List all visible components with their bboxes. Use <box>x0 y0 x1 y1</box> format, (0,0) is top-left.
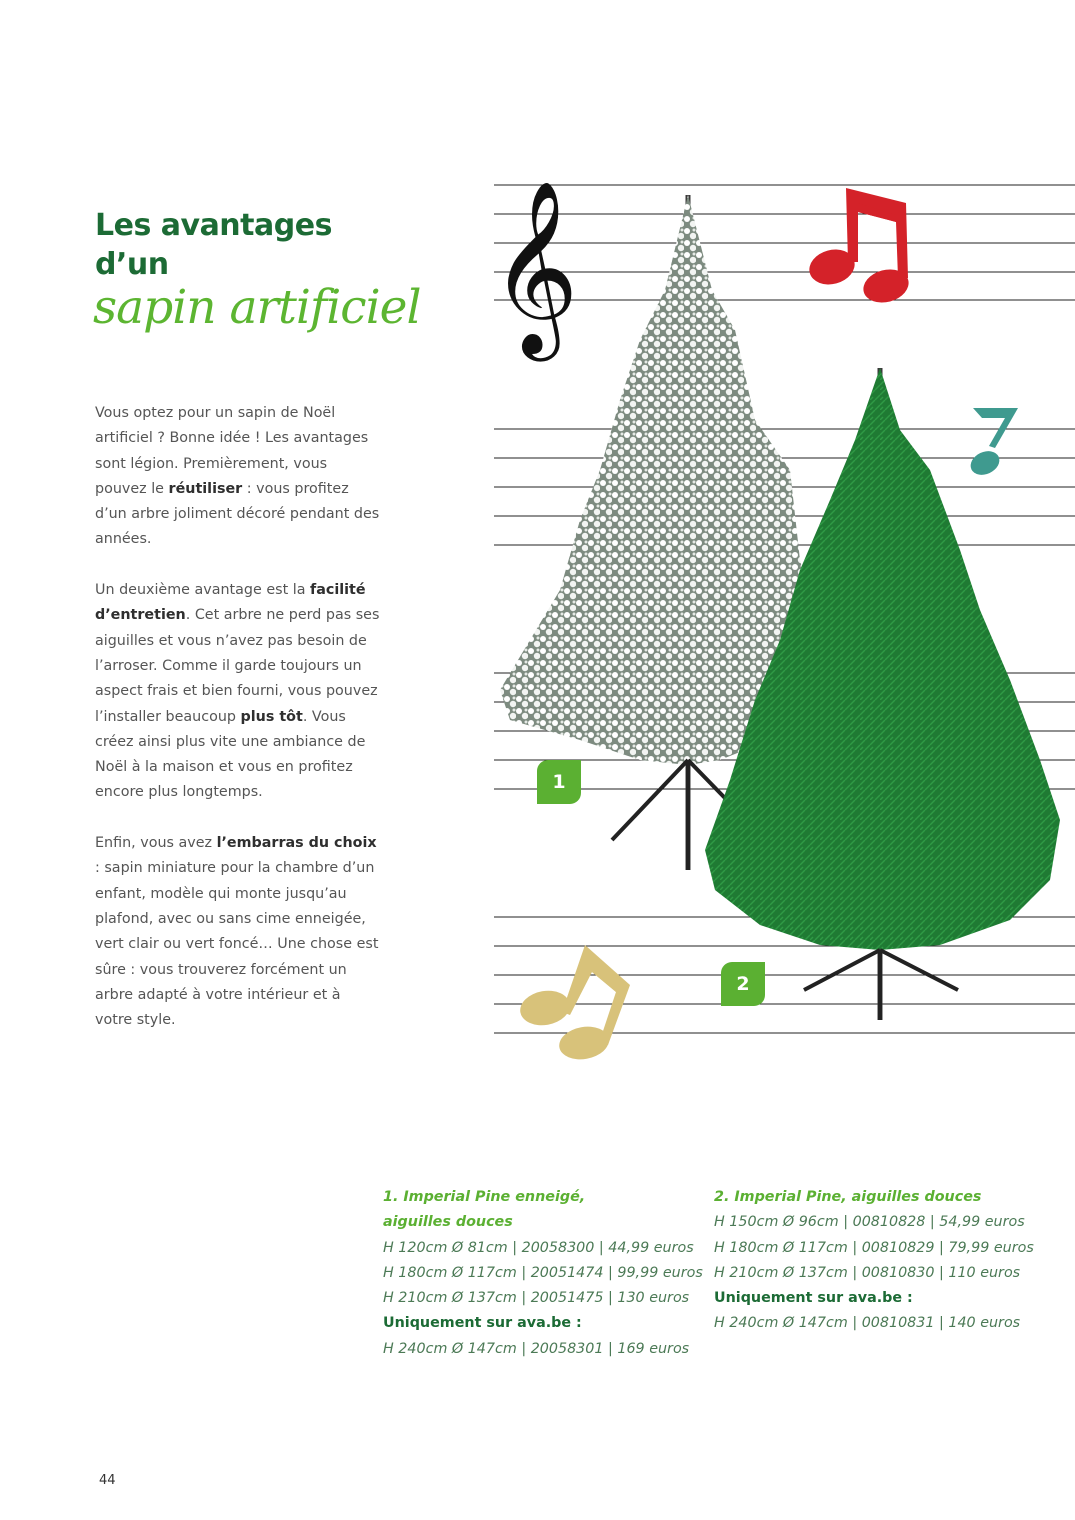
product-2-variant: H 210cm Ø 137cm | 00810830 | 110 euros <box>714 1264 1021 1281</box>
p2-text-c: . Vous créez ainsi plus vite une ambiance de Noël à la maison et vous en profitez encore plus longtemps. <box>95 708 366 801</box>
badge-product-1: 1 <box>537 760 581 804</box>
treble-clef-icon: 𝄞 <box>490 180 579 354</box>
badge-product-2: 2 <box>721 962 765 1006</box>
product-2-online-label: Uniquement sur ava.be : <box>714 1290 913 1307</box>
product-1-variant: H 210cm Ø 137cm | 20051475 | 130 euros <box>383 1290 690 1307</box>
heading-line1: Les avantages <box>95 208 332 243</box>
product-1-title-line1: 1. Imperial Pine enneigé, <box>383 1189 586 1205</box>
red-eighth-notes-icon <box>805 188 912 307</box>
p2-bold-2: plus tôt <box>240 708 303 725</box>
teal-sixteenth-note-icon <box>967 408 1018 479</box>
heading-script: sapin artificiel <box>93 280 421 335</box>
product-2-variant: H 150cm Ø 96cm | 00810828 | 54,99 euros <box>714 1214 1025 1231</box>
p1-bold: réutiliser <box>168 480 243 497</box>
p2-text-a: Un deuxième avantage est la <box>95 582 310 599</box>
product-1-info <box>383 1185 703 1362</box>
product-1-title-line2: aiguilles douces <box>383 1214 513 1231</box>
p1-text-a: Vous optez pour un sapin de Noël artificiel ? Bonne idée ! Les avantages sont légion. Premièrement, vous pouvez le <box>95 405 369 497</box>
gold-eighth-notes-icon <box>517 945 630 1063</box>
p2-bold-1: facilité d’entretien <box>95 582 366 624</box>
product-2-online-variant: H 240cm Ø 147cm | 00810831 | 140 euros <box>714 1315 1021 1332</box>
staff-lines-1 <box>494 185 1075 300</box>
page-number: 44 <box>99 1473 116 1488</box>
product-2-info <box>714 1185 1034 1337</box>
product-2-title: 2. Imperial Pine, aiguilles douces <box>714 1189 982 1205</box>
product-1-variant: H 120cm Ø 81cm | 20058300 | 44,99 euros <box>383 1239 694 1256</box>
product-1-online-label: Uniquement sur ava.be : <box>383 1315 582 1332</box>
p3-bold: l’embarras du choix <box>216 835 377 852</box>
p3-text-a: Enfin, vous avez <box>95 835 217 852</box>
product-2-variant: H 180cm Ø 117cm | 00810829 | 79,99 euros <box>714 1239 1034 1256</box>
p3-text-b: : sapin miniature pour la chambre d’un enfant, modèle qui monte jusqu’au plafond, avec ou sans cime enneigée, vert clair ou vert foncé… Une chose est sûre : vous trouverez forcément un arbre adapté à votre intérieur et à votre style. <box>95 860 379 1029</box>
product-1-online-variant: H 240cm Ø 147cm | 20058301 | 169 euros <box>383 1340 690 1357</box>
p2-text-b: . Cet arbre ne perd pas ses aiguilles et vous n’avez pas besoin de l’arroser. Comme il garde toujours un aspect frais et bien fourni, vous pouvez l’installer beaucoup <box>95 607 380 725</box>
p1-text-b: : vous profitez d’un arbre joliment décoré pendant des années. <box>95 480 380 548</box>
heading-line2: d’un <box>95 247 169 282</box>
product-1-variant: H 180cm Ø 117cm | 20051474 | 99,99 euros <box>383 1264 703 1281</box>
